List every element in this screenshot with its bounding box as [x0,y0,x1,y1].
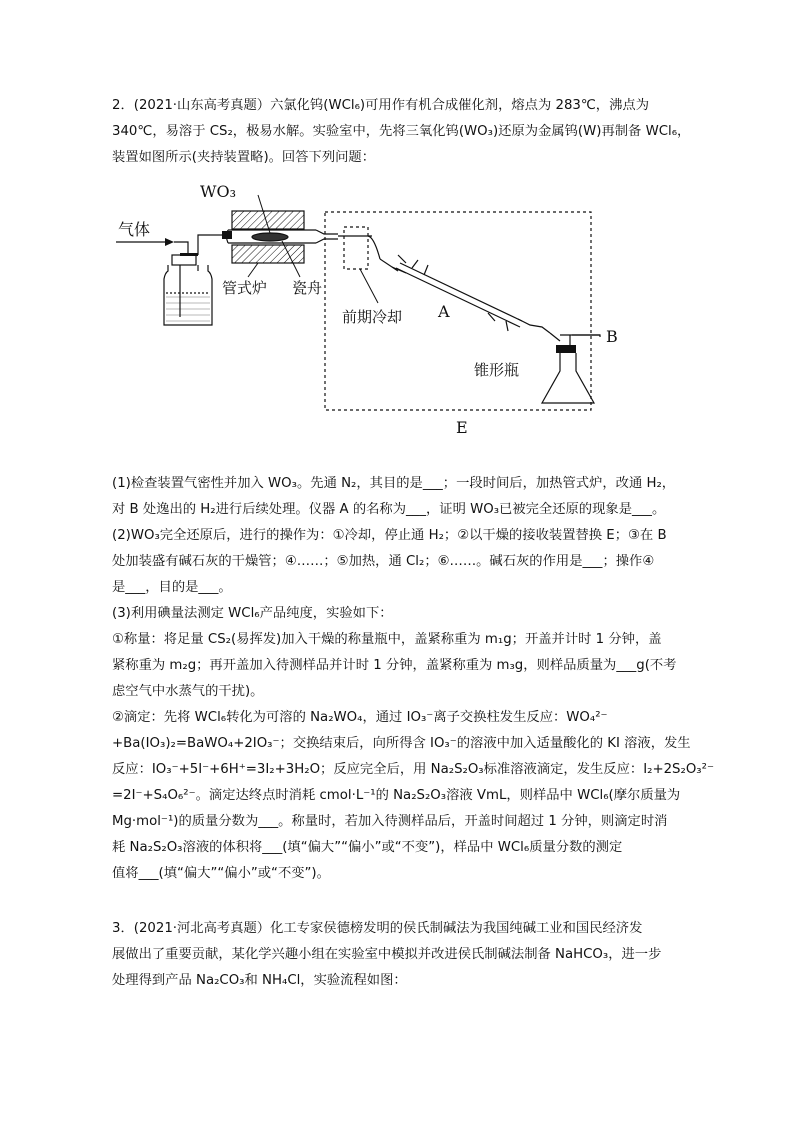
conical-flask [542,327,618,403]
tube-furnace [210,195,338,263]
b-label: B [606,327,618,346]
precool-box [344,227,368,269]
precool-label: 前期冷却 [342,308,403,326]
q2-part3-line: 反应：IO₃⁻+5I⁻+6H⁺=3I₂+3H₂O；反应完全后，用 Na₂S₂O₃标准溶液滴定，发生反应：I₂+2S₂O₃²⁻ [112,762,714,777]
e-label: E [456,418,468,437]
q2-part1-line: (1)检查装置气密性并加入 WO₃。先通 N₂，其目的是___；一段时间后，加热管式炉，改通 H₂， [112,476,676,491]
q2-part2-line: 是___，目的是___。 [112,580,232,595]
q2-part3-line: Mg·mol⁻¹)的质量分数为___。称量时，若加入待测样品后，开盖时间超过 1 分钟，则滴定时消 [112,814,668,829]
boat-label: 瓷舟 [292,279,323,297]
q2-intro-line: 装置如图所示(夹持装置略)。回答下列问题： [112,150,376,165]
apparatus-diagram [110,175,630,443]
q2-part3-line: (3)利用碘量法测定 WCl₆产品纯度，实验如下： [112,606,393,621]
a-label: A [438,302,450,321]
q2-part1 [112,471,682,523]
q2-part2 [112,523,682,601]
q2-part3-line: =2I⁻+S₄O₆²⁻。滴定达终点时消耗 cmol·L⁻¹的 Na₂S₂O₃溶液 VmL，则样品中 WCl₆(摩尔质量为 [112,788,681,803]
q2-part3-line: ②滴定：先将 WCl₆转化为可溶的 Na₂WO₄，通过 IO₃⁻离子交换柱发生反应：WO₄²⁻ [112,710,608,725]
q2-part3-line: +Ba(IO₃)₂=BaWO₄+2IO₃⁻；交换结束后，向所得含 IO₃⁻的溶液中加入适量酸化的 KI 溶液，发生 [112,736,691,751]
tube-furnace-label: 管式炉 [222,279,268,297]
q3-intro [112,916,682,994]
q3-line: 处理得到产品 Na₂CO₃和 NH₄Cl，实验流程如图： [112,973,407,988]
q2-intro-line: 340℃，易溶于 CS₂，极易水解。实验室中，先将三氧化钨(WO₃)还原为金属钨(W)再制备 WCl₆， [112,124,691,139]
flask-label: 锥形瓶 [474,361,520,379]
q2-part2-line: 处加装盛有碱石灰的干燥管；④……；⑤加热，通 Cl₂；⑥……。碱石灰的作用是___；操作④ [112,554,655,569]
q2-part1-line: 对 B 处逸出的 H₂进行后续处理。仪器 A 的名称为___，证明 WO₃已被完全还原的现象是___。 [112,502,666,517]
q2-part3-line: 值将___(填“偏大”“偏小”或“不变”)。 [112,866,330,881]
q2-intro [112,93,691,171]
q2-part3-line: 耗 Na₂S₂O₃溶液的体积将___(填“偏大”“偏小”或“不变”)，样品中 WCl₆质量分数的测定 [112,840,623,855]
q2-part3-line: ①称量：将足量 CS₂(易挥发)加入干燥的称量瓶中，盖紧称重为 m₁g；开盖并计时 1 分钟，盖 [112,632,662,647]
q3-line: 展做出了重要贡献，某化学兴趣小组在实验室中模拟并改进侯氏制碱法制备 NaHCO₃，进一步 [112,947,662,962]
q2-part3-line: 虑空气中水蒸气的干扰)。 [112,684,264,699]
q2-part3 [112,601,714,887]
q3-line: 3．(2021·河北高考真题）化工专家侯德榜发明的侯氏制碱法为我国纯碱工业和国民经济发 [112,921,643,936]
q2-part2-line: (2)WO₃完全还原后，进行的操作为：①冷却，停止通 H₂；②以干燥的接收装置替换 E；③在 B [112,528,667,543]
gas-label: 气体 [118,220,151,239]
wash-bottle [164,235,212,325]
q2-intro-line: 2．(2021·山东高考真题）六氯化钨(WCl₆)可用作有机合成催化剂，熔点为 283℃，沸点为 [112,98,649,113]
wo3-label: WO₃ [200,182,236,201]
q2-part3-line: 紧称重为 m₂g；再开盖加入待测样品并计时 1 分钟，盖紧称重为 m₃g，则样品质量为___g(不考 [112,658,677,673]
